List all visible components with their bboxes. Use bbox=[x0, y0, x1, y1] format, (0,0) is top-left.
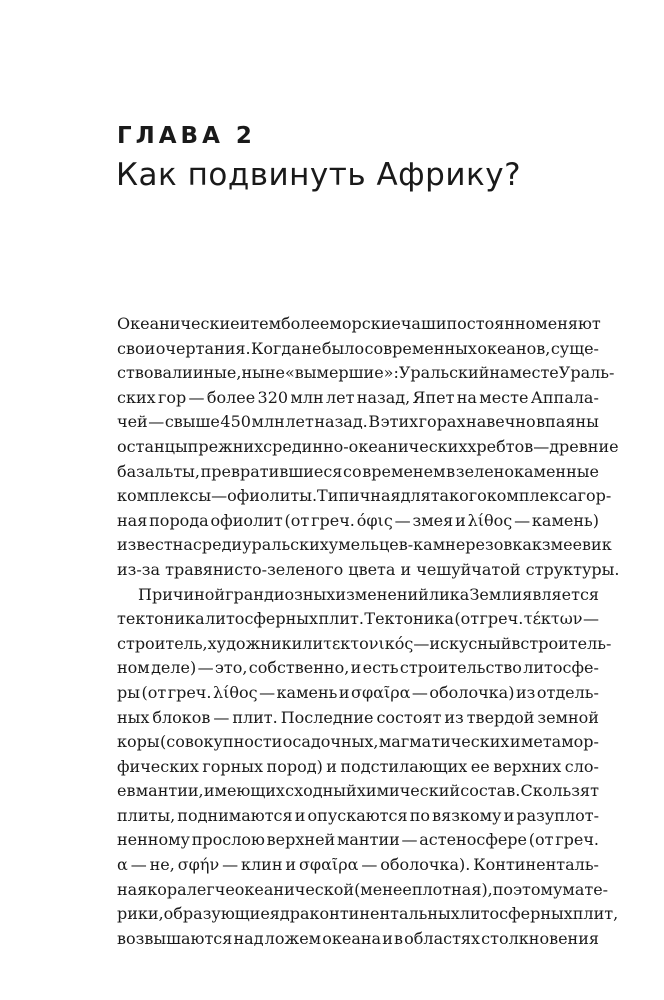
text-line: чей — свыше 450 млн лет назад. В этих горах навечно впаяны bbox=[117, 412, 599, 432]
text-line: из-за травянисто-зеленого цвета и чешуйчатой структуры. bbox=[117, 559, 620, 579]
text-line: ствовали иные, ныне «вымершие»: Уральский на месте Ураль- bbox=[117, 363, 615, 383]
chapter-title: Как подвинуть Африку? bbox=[116, 157, 522, 193]
text-line: фических горных пород) и подстилающих ее верхних сло- bbox=[117, 756, 599, 776]
text-line: коры (совокупности осадочных, магматических и метамор- bbox=[117, 732, 599, 752]
text-line: ры (от греч. λίθος — камень и σφαῖρα — оболочка) из отдель- bbox=[117, 682, 599, 702]
text-line: базальты, превратившиеся со временем в зеленокаменные bbox=[117, 461, 599, 481]
text-line: α — не, σφήν — клин и σφαῖρα — оболочка). Континенталь- bbox=[117, 855, 599, 875]
text-line: свои очертания. Когда не было современных океанов, суще- bbox=[117, 338, 599, 358]
text-line: ном деле) — это, собственно, и есть строительство литосфе- bbox=[117, 658, 599, 678]
text-line: ских гор — более 320 млн лет назад, Япет на месте Аппала- bbox=[117, 387, 599, 407]
text-line: известна среди уральских умельцев-камнерезов как змеевик bbox=[117, 535, 612, 555]
text-line: плиты, поднимаются и опускаются по вязкому и разуплот- bbox=[117, 805, 599, 825]
text-line: ная порода офиолит (от греч. όφις — змея и λίθος — камень) bbox=[117, 510, 599, 530]
text-line: ных блоков — плит. Последние состоят из твердой земной bbox=[117, 707, 599, 727]
text-line: останцы прежних срединно-океанических хребтов — древние bbox=[117, 436, 619, 456]
text-line: Причиной грандиозных изменений лика Земли является bbox=[138, 584, 599, 604]
text-line: рики, образующие ядра континентальных литосферных плит, bbox=[117, 904, 619, 924]
text-line: ная кора легче океанической (менее плотная), поэтому мате- bbox=[117, 879, 609, 899]
text-line: ев мантии, имеющих сходный химический состав. Скользят bbox=[117, 781, 599, 801]
paragraph bbox=[117, 583, 619, 952]
text-line: Океанические и тем более морские чаши постоянно меняют bbox=[117, 314, 601, 333]
text-line: ненному прослою верхней мантии — астеносфере (от греч. bbox=[117, 830, 599, 850]
body-text bbox=[117, 312, 620, 951]
chapter-number: ГЛАВА 2 bbox=[117, 123, 256, 149]
paragraph bbox=[117, 312, 620, 583]
text-line: комплексы — офиолиты. Типичная для такого комплекса гор- bbox=[117, 486, 612, 506]
text-line: возвышаются над ложем океана и в областях столкновения bbox=[117, 928, 599, 948]
text-line: строитель, художник или τεκτονικός — искусный в строитель- bbox=[117, 633, 612, 653]
text-line: тектоника литосферных плит. Тектоника (от греч. τέκτων — bbox=[117, 609, 599, 629]
